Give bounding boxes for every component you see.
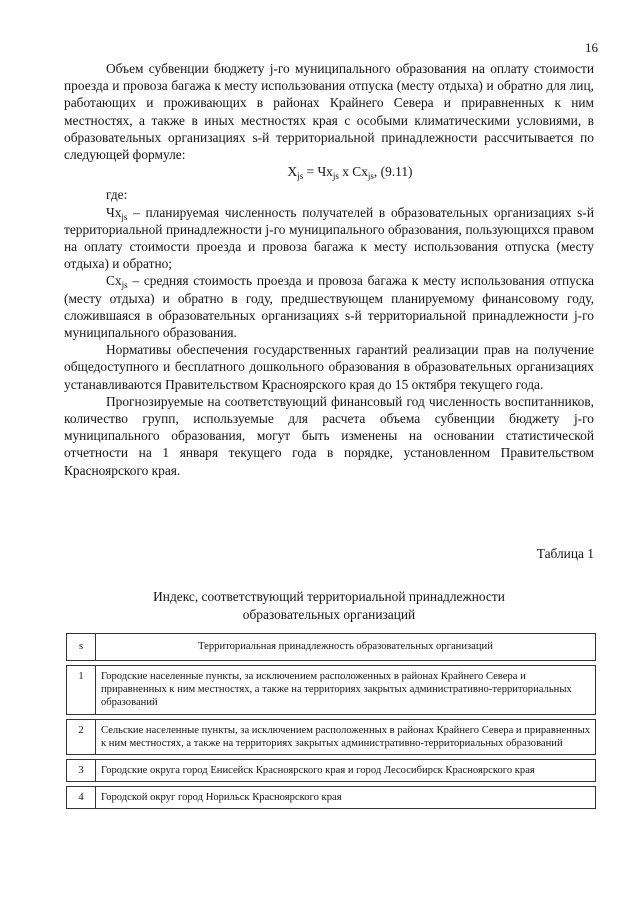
definition-ch-symbol: Чх — [106, 204, 122, 220]
table-title — [64, 588, 594, 623]
formula-eq: = Чх — [303, 164, 333, 180]
row-description: Городские округа город Енисейск Красноярского края и город Лесосибирск Красноярского края — [96, 760, 596, 782]
formula-9-11 — [64, 163, 594, 180]
definition-cx-text: – средняя стоимость проезда и провоза багажа к месту использования отпуска (месту отдыха) и обратно в году, предшествующем планируемому финансовому году, сложившаяся в образовательных организациях s-й территориальной принадлежности j-го муниципального образования. — [64, 273, 594, 341]
table-row — [67, 719, 596, 754]
definition-ch-text: – планируемая численность получателей в образовательных организациях s-й территориальной принадлежности j-го муниципального образования, пользующихся правом на оплату стоимости проезда и провоза багажа к месту использования отпуска (месту отдыха) и обратно; — [64, 204, 594, 272]
row-description: Городской округ город Норильск Красноярского края — [96, 787, 596, 809]
paragraph-forecast: Прогнозируемые на соответствующий финансовый год численность воспитанников, количество групп, используемые для расчета объема субвенции бюджету j-го муниципального образования, могут быть изменены на основании статистической отчетности на 1 января текущего года в порядке, установленном Правительством Красноярского края. — [64, 393, 594, 478]
formula-x: X — [287, 164, 298, 180]
table-title-line-2: образовательных организаций — [242, 606, 416, 622]
formula-cx-sub: js — [367, 171, 374, 182]
page-number: 16 — [585, 40, 598, 55]
table-title-line-1: Индекс, соответствующий территориальной принадлежности — [153, 589, 505, 604]
row-description: Городские населенные пункты, за исключением расположенных в районах Крайнего Севера и приравненных к ним местностях, а также на территориях закрытых административно-территориальных образований — [96, 666, 596, 715]
paragraph-norms: Нормативы обеспечения государственных гарантий реализации прав на получение общедоступного и бесплатного дошкольного образования в образовательных организациях устанавливаются Правительством Красноярского края до 15 октября текущего года. — [64, 342, 594, 392]
definition-cx-sub: js — [121, 280, 128, 291]
formula-mult: x Cx — [338, 164, 368, 180]
definition-ch — [64, 204, 594, 273]
paragraph-subvention-intro: Объем субвенции бюджету j-го муниципального образования на оплату стоимости проезда и провоза багажа к месту использования отпуска (месту отдыха) и обратно для лиц, работающих и проживающих в районах Крайнего Севера и приравненных к ним местностях, а также в иных местностях края с особыми климатическими условиями, в образовательных организациях s-й территориальной принадлежности рассчитывается по следующей формуле: — [64, 61, 594, 163]
table-row — [67, 787, 596, 809]
where-label: где: — [106, 187, 128, 203]
row-index: 1 — [67, 666, 96, 715]
formula-number: , (9.11) — [373, 164, 413, 180]
header-s: s — [67, 634, 96, 661]
definition-cx-symbol: Сх — [106, 273, 122, 289]
row-index: 2 — [67, 719, 96, 754]
formula-ch-sub: js — [332, 171, 339, 182]
table-header-row — [67, 634, 596, 661]
header-territory: Территориальная принадлежность образовательных организаций — [96, 634, 596, 661]
row-description: Сельские населенные пункты, за исключением расположенных в районах Крайнего Севера и приравненных к ним местностях, а также на территориях закрытых административно-территориальных образований — [96, 719, 596, 754]
table-row — [67, 760, 596, 782]
definition-ch-sub: js — [121, 211, 128, 222]
document-body — [64, 60, 594, 479]
definition-cx — [64, 272, 594, 341]
formula-x-sub: js — [297, 171, 304, 182]
row-index: 4 — [67, 787, 96, 809]
row-index: 3 — [67, 760, 96, 782]
territorial-index-table — [66, 633, 596, 809]
table-caption: Таблица 1 — [536, 546, 594, 561]
table-row — [67, 666, 596, 715]
